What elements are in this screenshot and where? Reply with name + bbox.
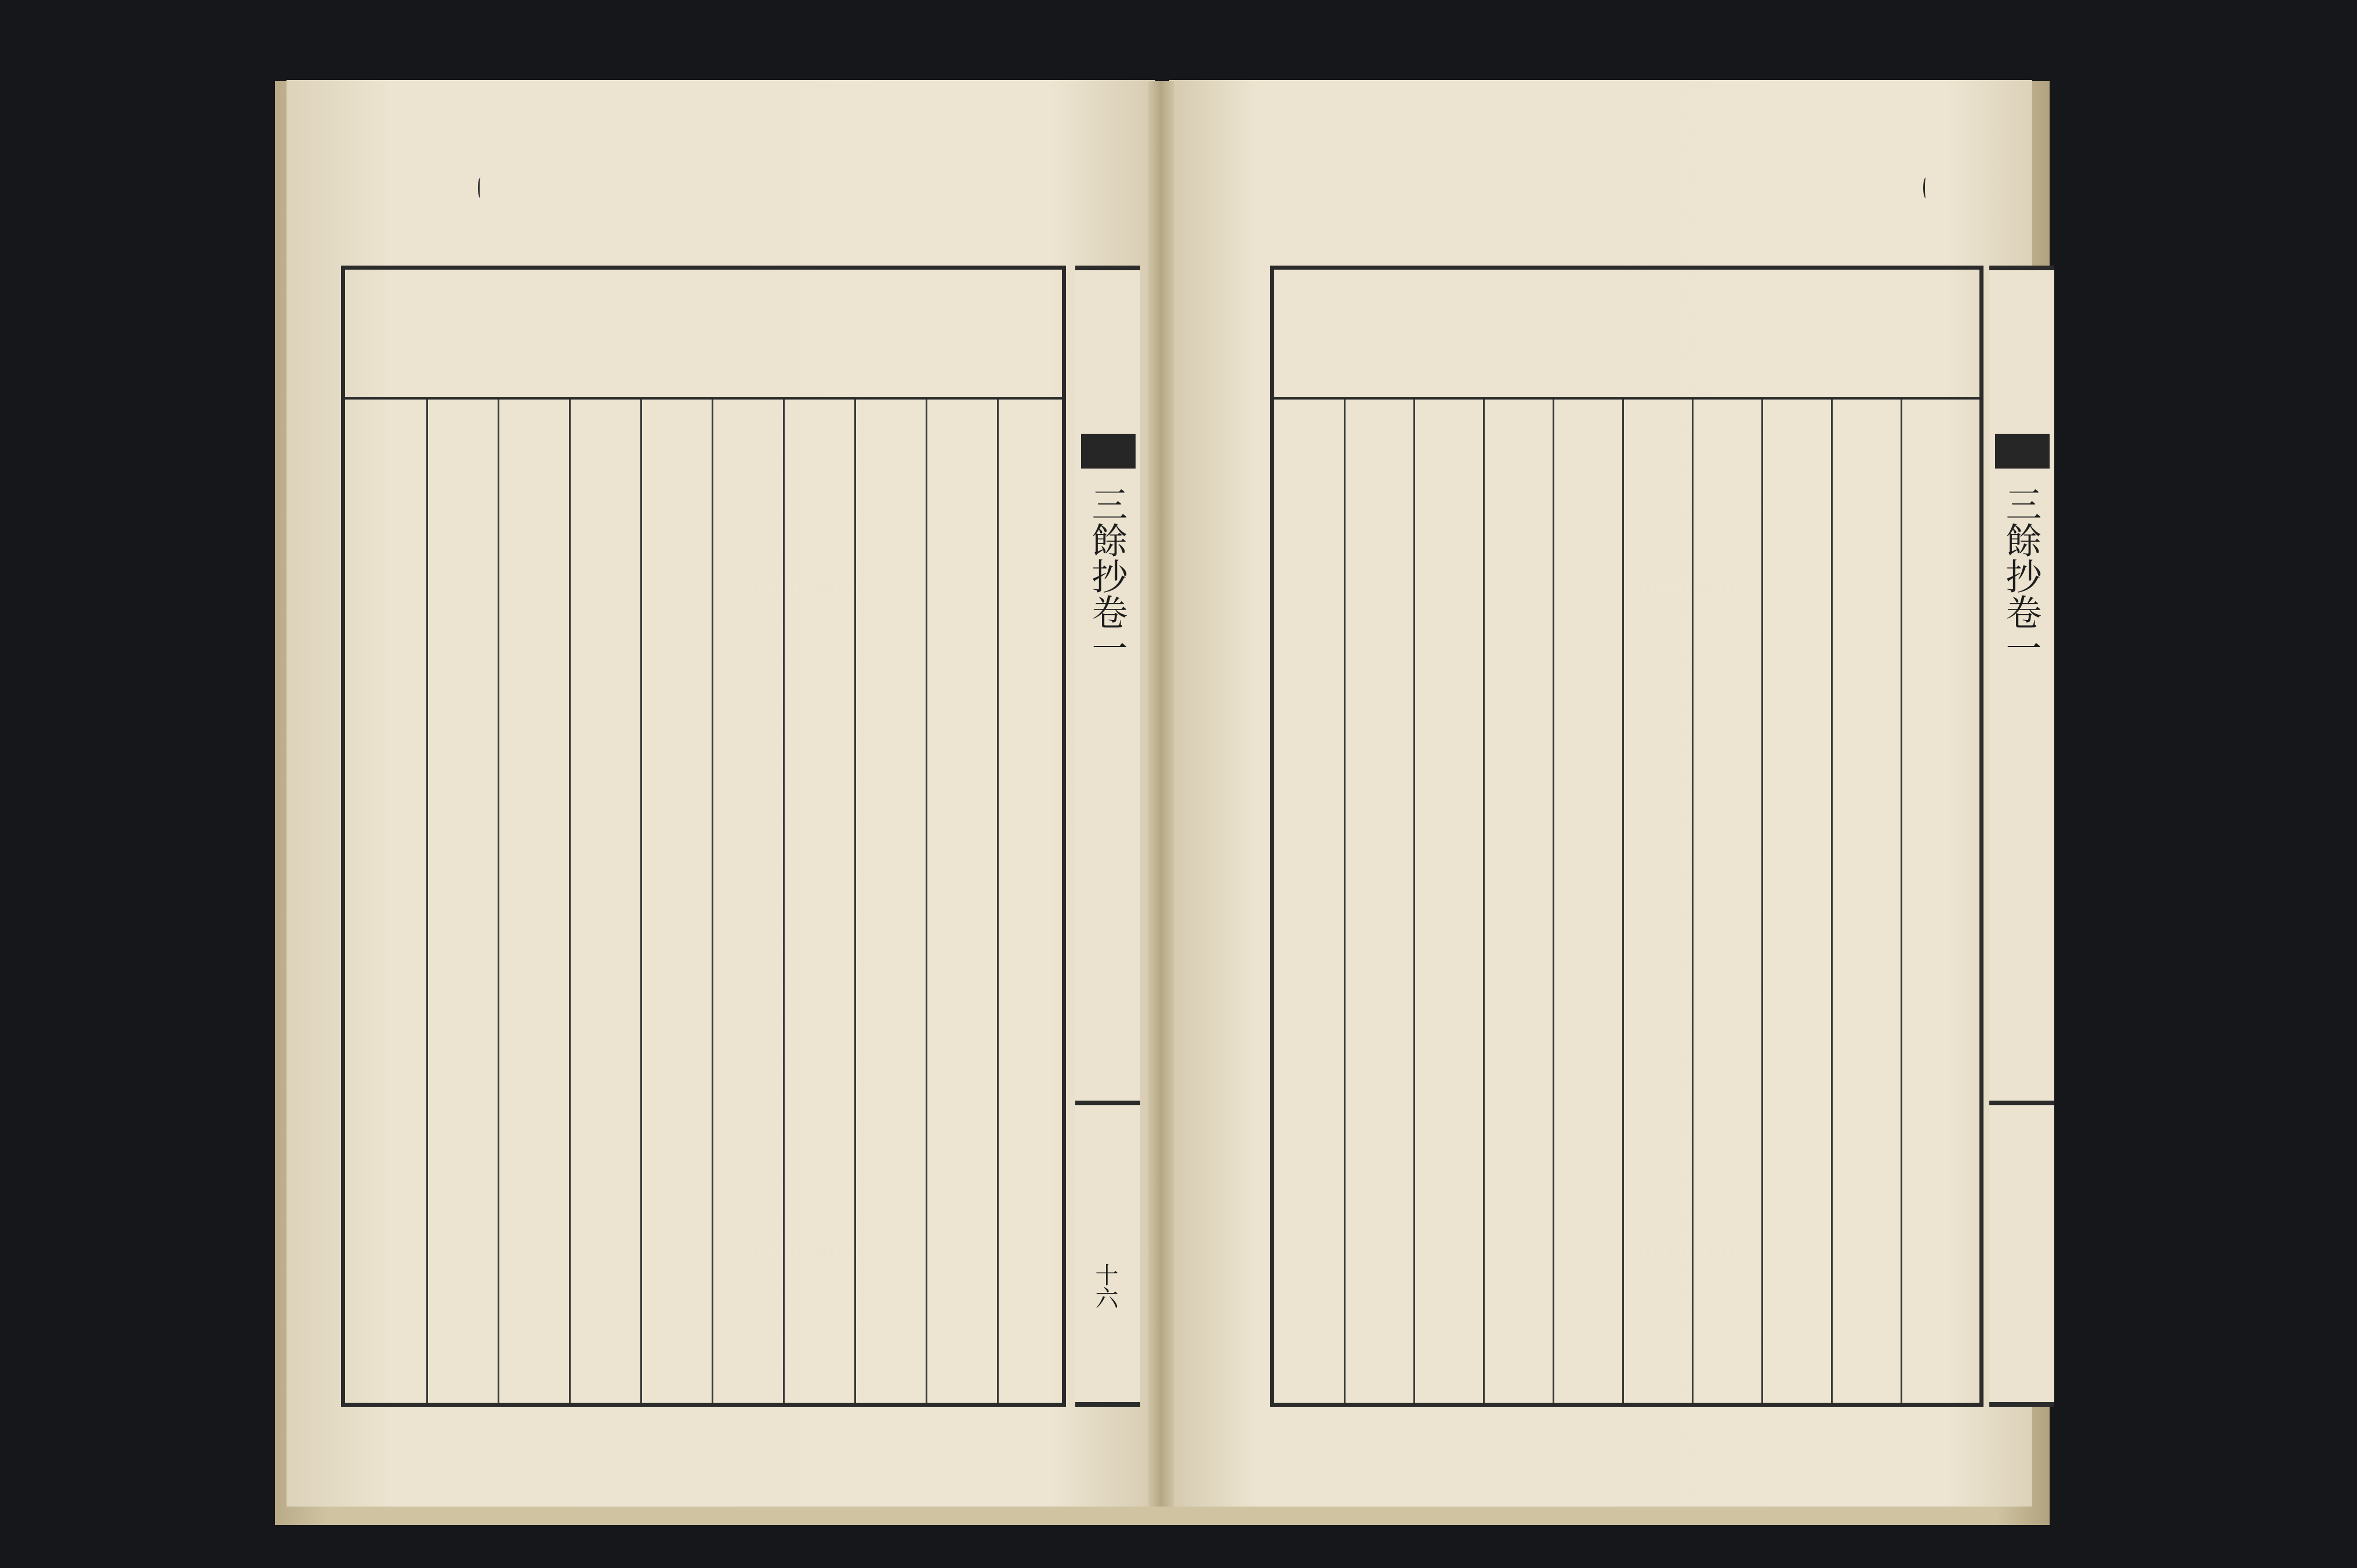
text-column-7 (1500, 406, 1535, 1397)
column-rule (712, 400, 713, 1403)
fish-tail-mark (1995, 434, 2050, 469)
column-rule (1901, 400, 1902, 1403)
center-title: 三餘抄卷一 (1086, 486, 1128, 666)
column-rule (1344, 400, 1346, 1403)
text-column-1 (1919, 406, 1954, 1397)
tick-mark (478, 177, 483, 198)
column-rule (783, 400, 785, 1403)
head-note (1587, 274, 1599, 384)
text-column-10 (1292, 406, 1326, 1397)
column-rule (569, 400, 571, 1403)
text-column-8 (1431, 406, 1466, 1397)
head-note (406, 274, 418, 384)
right-center-column (1989, 266, 2054, 1407)
column-rule (1553, 400, 1554, 1403)
text-column-5 (726, 406, 760, 1397)
text-column-1 (1011, 406, 1046, 1397)
text-column-6 (1570, 406, 1605, 1397)
text-column-2 (1848, 406, 1883, 1397)
text-column-7 (583, 406, 618, 1397)
text-column-4 (797, 406, 832, 1397)
text-column-6 (654, 406, 689, 1397)
left-text-frame (341, 266, 1066, 1407)
text-column-3 (868, 406, 903, 1397)
rule (1989, 266, 2054, 270)
head-notes-band (345, 270, 1062, 400)
column-rule (498, 400, 499, 1403)
head-note (1297, 274, 1309, 384)
folio-number: 十六 (1092, 1263, 1118, 1309)
text-column-5 (1640, 406, 1674, 1397)
column-rule (426, 400, 428, 1403)
column-rule (1483, 400, 1485, 1403)
right-text-frame (1270, 266, 1983, 1407)
text-column-3 (1779, 406, 1814, 1397)
rule (1075, 1101, 1140, 1105)
fish-tail-mark (1081, 434, 1136, 469)
rule (1989, 1402, 2054, 1407)
column-rule (1413, 400, 1415, 1403)
rule (1075, 1402, 1140, 1407)
column-rule (640, 400, 642, 1403)
text-column-9 (1361, 406, 1396, 1397)
head-note (693, 274, 705, 384)
text-column-10 (368, 406, 403, 1397)
text-column-8 (512, 406, 546, 1397)
tick-mark (1923, 177, 1928, 198)
head-note (751, 274, 763, 384)
column-rule (997, 400, 999, 1403)
text-column-9 (440, 406, 475, 1397)
column-rule (1831, 400, 1833, 1403)
book-gutter (1148, 81, 1174, 1507)
text-column-2 (940, 406, 974, 1397)
head-note (583, 274, 594, 384)
rule (1989, 1101, 2054, 1105)
column-rule (1622, 400, 1624, 1403)
column-rule (1761, 400, 1763, 1403)
column-rule (926, 400, 927, 1403)
head-notes-band (1274, 270, 1979, 400)
center-title: 三餘抄卷一 (2000, 486, 2042, 666)
head-note (1912, 274, 1924, 384)
column-rule (1692, 400, 1694, 1403)
rule (1075, 266, 1140, 270)
column-rule (854, 400, 856, 1403)
left-center-column (1075, 266, 1140, 1407)
head-note (496, 274, 507, 384)
text-column-4 (1709, 406, 1744, 1397)
